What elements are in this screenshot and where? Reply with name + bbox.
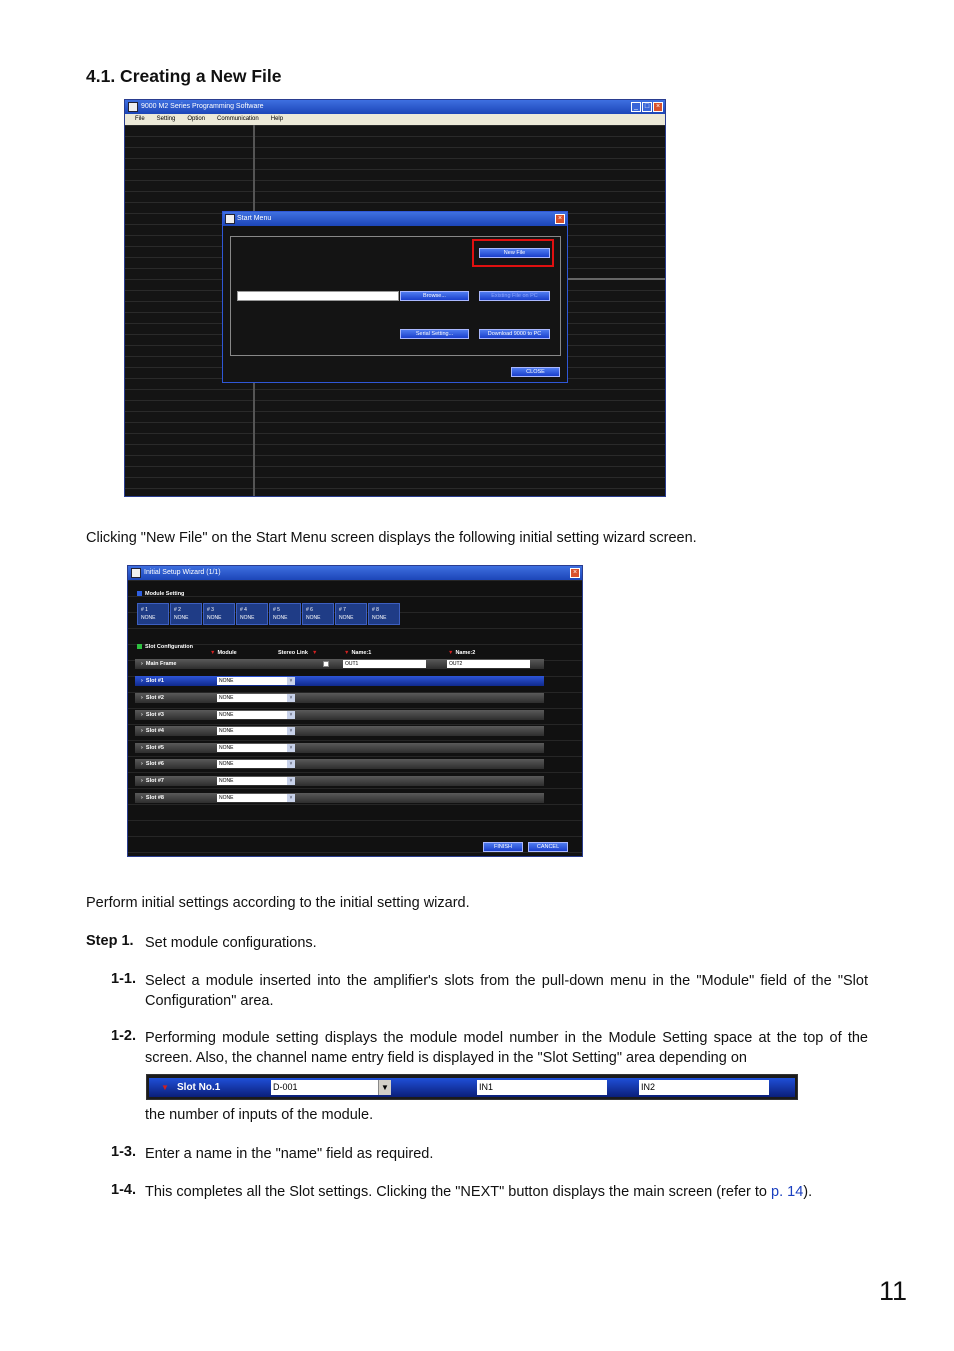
minimize-icon[interactable]: _: [631, 102, 641, 112]
slot-row[interactable]: › Slot #8 NONE ˅: [135, 793, 544, 803]
menu-setting[interactable]: Setting: [156, 116, 176, 122]
start-menu-dialog: [222, 211, 568, 383]
app-titlebar: [125, 100, 665, 114]
name1-input[interactable]: OUT1: [343, 660, 426, 668]
slot-row[interactable]: › Slot #7 NONE ˅: [135, 776, 544, 786]
marker-icon: ▼: [161, 1083, 169, 1092]
step-number: 1-1.: [111, 971, 136, 987]
column-header-module: ▼ Module: [210, 650, 237, 656]
finish-button[interactable]: FINISH: [483, 842, 523, 852]
page-link[interactable]: p. 14: [771, 1184, 804, 1200]
menu-bar: [125, 114, 665, 125]
menu-help[interactable]: Help: [270, 116, 284, 122]
module-select[interactable]: NONE ˅: [217, 727, 295, 735]
square-icon: [137, 591, 142, 596]
paragraph: Clicking "New File" on the Start Menu screen displays the following initial setting wizard screen.: [86, 530, 697, 546]
in2-input[interactable]: IN2: [639, 1080, 769, 1095]
divider: [568, 278, 666, 280]
close-icon[interactable]: ×: [653, 102, 663, 112]
slot-setting-strip: [146, 1074, 798, 1100]
section-heading: 4.1. Creating a New File: [86, 66, 282, 86]
slot-label: Slot No.1: [177, 1082, 221, 1093]
name2-input[interactable]: OUT2: [447, 660, 530, 668]
in1-input[interactable]: IN1: [477, 1080, 607, 1095]
chevron-down-icon[interactable]: ▼: [378, 1080, 391, 1095]
close-icon[interactable]: ×: [555, 214, 565, 224]
close-button[interactable]: CLOSE: [511, 367, 560, 377]
step-number: Step 1.: [86, 933, 134, 949]
module-box: # 6 NONE: [302, 603, 334, 625]
slot-row[interactable]: › Slot #6 NONE ˅: [135, 759, 544, 769]
module-select[interactable]: NONE ˅: [217, 677, 295, 685]
chevron-down-icon[interactable]: ˅: [287, 727, 295, 735]
paragraph: Perform initial settings according to the initial setting wizard.: [86, 895, 470, 911]
step-text: Set module configurations.: [145, 935, 317, 951]
main-frame-row: › Main Frame OUT1 OUT2: [135, 659, 544, 669]
slot-row[interactable]: › Slot #5 NONE ˅: [135, 743, 544, 753]
slot-row: [149, 1078, 795, 1097]
square-icon: [137, 644, 142, 649]
module-select[interactable]: NONE ˅: [217, 694, 295, 702]
module-box: # 1 NONE: [137, 603, 169, 625]
module-box: # 7 NONE: [335, 603, 367, 625]
menu-option[interactable]: Option: [187, 116, 206, 122]
module-box: # 3 NONE: [203, 603, 235, 625]
chevron-down-icon[interactable]: ˅: [287, 777, 295, 785]
step-number: 1-3.: [111, 1144, 136, 1160]
existing-file-button[interactable]: Existing File on PC: [479, 291, 550, 301]
slot-configuration-label: Slot Configuration: [137, 644, 193, 650]
slot-row[interactable]: › Slot #1 NONE ˅: [135, 676, 544, 686]
app-logo-icon: [128, 102, 138, 112]
dialog-title: Start Menu: [237, 215, 272, 222]
page-number: 11: [878, 1276, 907, 1306]
wizard-screenshot: [127, 565, 583, 857]
module-box: # 2 NONE: [170, 603, 202, 625]
cancel-button[interactable]: CANCEL: [528, 842, 568, 852]
module-select[interactable]: NONE ˅: [217, 760, 295, 768]
module-select[interactable]: NONE ˅: [217, 777, 295, 785]
chevron-right-icon: ›: [141, 712, 143, 718]
module-select[interactable]: NONE ˅: [217, 711, 295, 719]
module-box: # 5 NONE: [269, 603, 301, 625]
chevron-right-icon: ›: [141, 695, 143, 701]
step-number: 1-4.: [111, 1182, 136, 1198]
chevron-right-icon: ›: [141, 795, 143, 801]
chevron-down-icon[interactable]: ˅: [287, 744, 295, 752]
menu-communication[interactable]: Communication: [217, 116, 259, 122]
app-window-screenshot: [124, 99, 666, 497]
chevron-right-icon: ›: [141, 778, 143, 784]
chevron-down-icon[interactable]: ˅: [287, 711, 295, 719]
chevron-down-icon[interactable]: ˅: [287, 794, 295, 802]
step-text: Enter a name in the "name" field as required.: [145, 1146, 434, 1162]
step-text: This completes all the Slot settings. Clicking the "NEXT" button displays the main screen (refer to p. 14).: [145, 1184, 813, 1200]
dialog-logo-icon: [225, 214, 235, 224]
serial-setting-button[interactable]: Serial Setting...: [400, 329, 469, 339]
chevron-right-icon: ›: [141, 728, 143, 734]
download-button[interactable]: Download 9000 to PC: [479, 329, 550, 339]
step-number: 1-2.: [111, 1028, 136, 1044]
wizard-title: Initial Setup Wizard (1/1): [144, 569, 221, 576]
slot-row[interactable]: › Slot #3 NONE ˅: [135, 710, 544, 720]
module-select[interactable]: NONE ˅: [217, 794, 295, 802]
browse-button[interactable]: Browse...: [400, 291, 469, 301]
chevron-right-icon: ›: [141, 761, 143, 767]
maximize-icon[interactable]: □: [642, 102, 652, 112]
menu-file[interactable]: File: [135, 116, 145, 122]
app-title: 9000 M2 Series Programming Software: [141, 103, 264, 110]
slot-row[interactable]: › Slot #4 NONE ˅: [135, 726, 544, 736]
module-setting-label: Module Setting: [137, 591, 184, 597]
step-text: the number of inputs of the module.: [145, 1107, 374, 1123]
app-logo-icon: [131, 568, 141, 578]
module-select[interactable]: NONE ˅: [217, 744, 295, 752]
dialog-titlebar: [223, 212, 567, 226]
chevron-right-icon: ›: [141, 678, 143, 684]
chevron-right-icon: ›: [141, 745, 143, 751]
column-header-stereo-link: Stereo Link ▼: [278, 650, 318, 656]
step-text: Select a module inserted into the amplifier's slots from the pull-down menu in the "Module" field of the "Slot Configuration" area.: [145, 973, 868, 1009]
module-box: # 8 NONE: [368, 603, 400, 625]
module-select[interactable]: D-001 ▼: [271, 1080, 391, 1095]
chevron-down-icon[interactable]: ˅: [287, 694, 295, 702]
wizard-titlebar: [128, 566, 582, 580]
chevron-right-icon: ›: [141, 661, 143, 667]
stereo-link-checkbox[interactable]: [323, 661, 329, 667]
close-icon[interactable]: ×: [570, 568, 580, 578]
module-box: # 4 NONE: [236, 603, 268, 625]
column-header-name2: ▼ Name:2: [448, 650, 476, 656]
step-text: Performing module setting displays the module model number in the Module Setting space at the top of the screen. Also, the channel name entry field is displayed in the "Slot Setting" area depending on: [145, 1030, 868, 1066]
file-path-input[interactable]: [237, 291, 399, 301]
chevron-down-icon[interactable]: ˅: [287, 677, 295, 685]
slot-row[interactable]: › Slot #2 NONE ˅: [135, 693, 544, 703]
chevron-down-icon[interactable]: ˅: [287, 760, 295, 768]
new-file-button[interactable]: New File: [479, 248, 550, 258]
column-header-name1: ▼ Name:1: [344, 650, 372, 656]
